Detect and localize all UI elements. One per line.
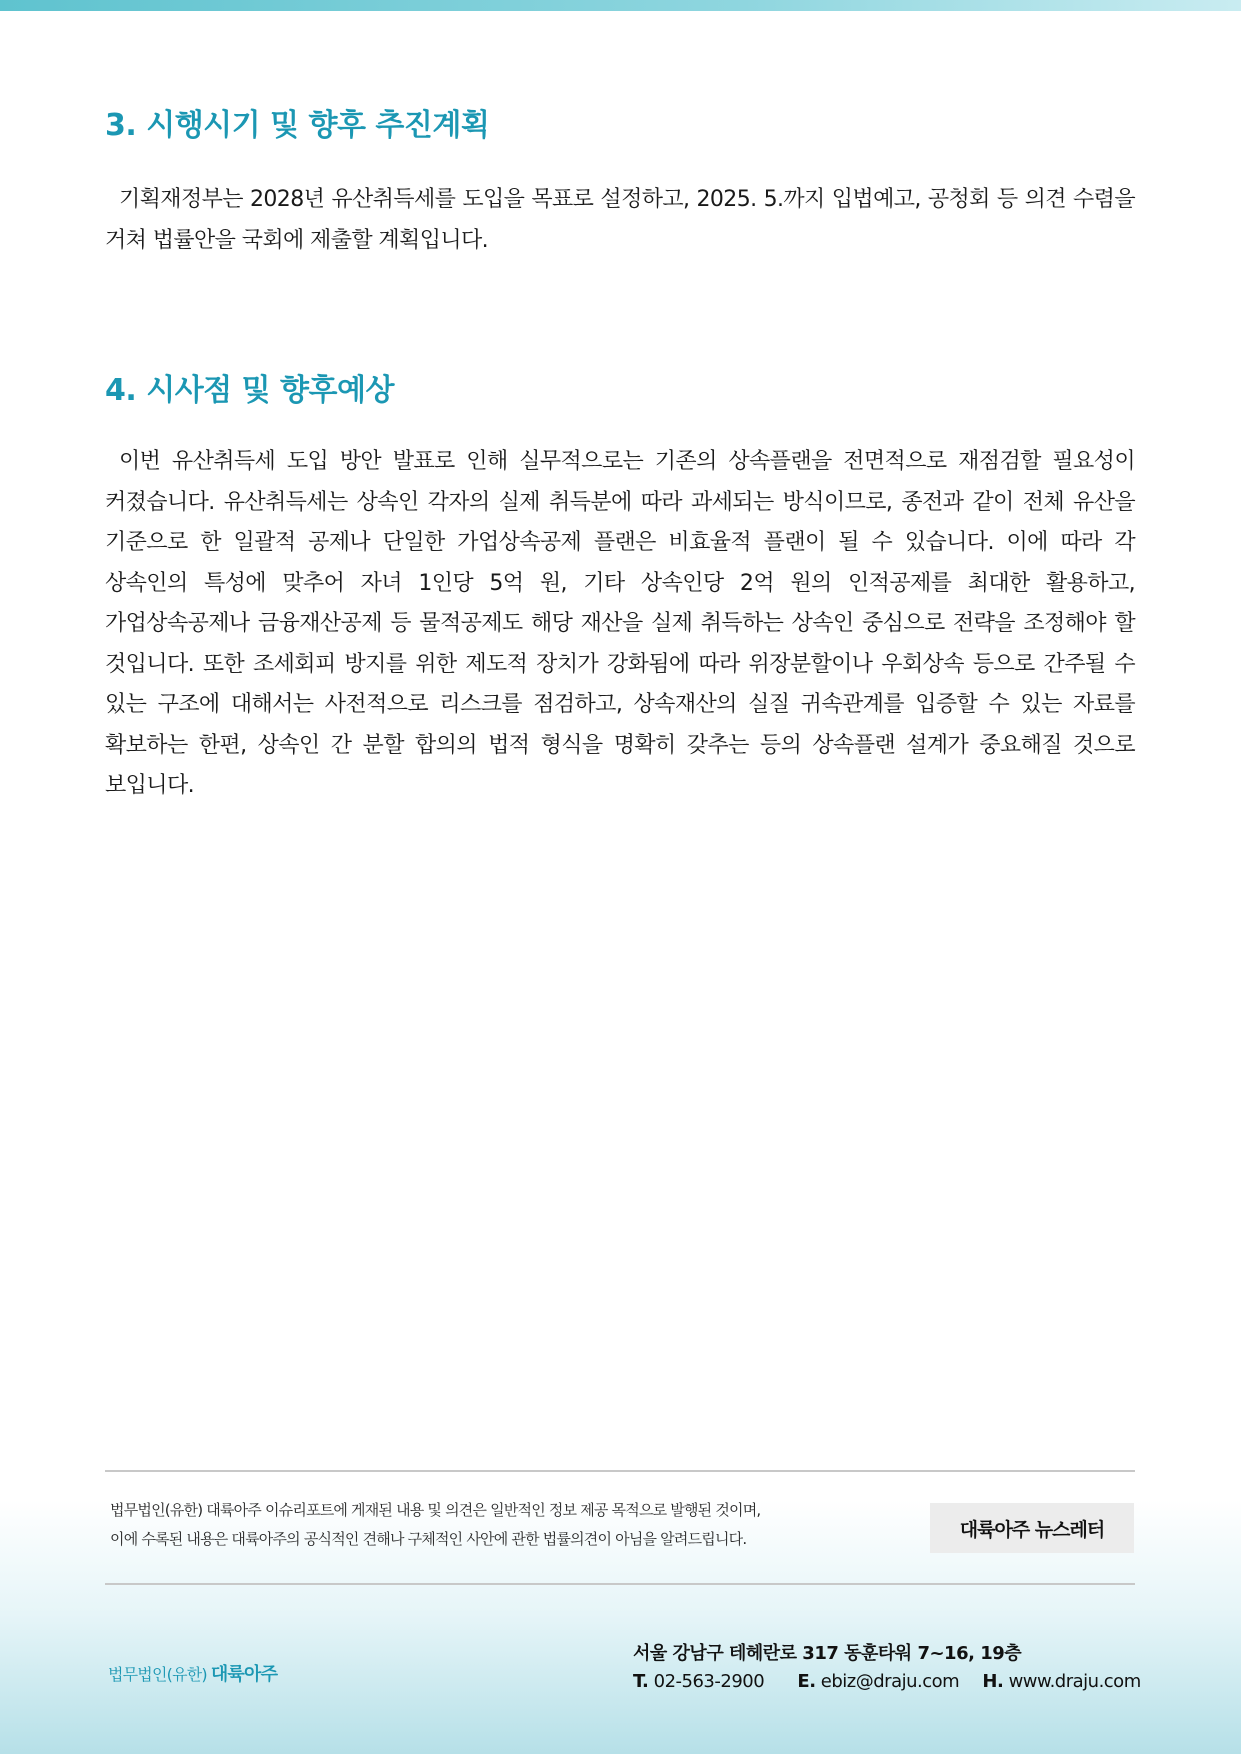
homepage-link[interactable]: www.draju.com — [1008, 1671, 1141, 1692]
firm-logo — [108, 1660, 277, 1686]
section-4-title: 4. 시사점 및 향후예상 — [105, 373, 394, 408]
contact-info — [633, 1640, 1143, 1696]
top-accent-bar — [0, 0, 1241, 11]
email-address[interactable]: ebiz@draju.com — [820, 1671, 960, 1692]
office-address: 서울 강남구 테헤란로 317 동훈타워 7~16, 19층 — [633, 1643, 1022, 1664]
section-3-title: 3. 시행시기 및 향후 추진계획 — [105, 108, 490, 143]
newsletter-button[interactable]: 대륙아주 뉴스레터 — [930, 1503, 1134, 1553]
disclaimer-line-2: 이에 수록된 내용은 대륙아주의 공식적인 견해나 구체적인 사안에 관한 법률의견이 아님을 알려드립니다. — [110, 1530, 747, 1548]
phone-label: T. — [633, 1671, 649, 1692]
footer-divider-bottom — [105, 1583, 1135, 1585]
section-3-body: 기획재정부는 2028년 유산취득세를 도입을 목표로 설정하고, 2025. 5.까지 입법예고, 공청회 등 의견 수렴을 거쳐 법률안을 국회에 제출할 계획입니다. — [105, 187, 1135, 253]
footer-divider-top — [105, 1470, 1135, 1472]
email-label: E. — [797, 1671, 816, 1692]
contact-row — [633, 1668, 1143, 1696]
section-4-body: 이번 유산취득세 도입 방안 발표로 인해 실무적으로는 기존의 상속플랜을 전면적으로 재점검할 필요성이 커졌습니다. 유산취득세는 상속인 각자의 실제 취득분에 따라 과세되는 방식이므로, 종전과 같이 전체 유산을 기준으로 한 일괄적 공제나 단일한 가업상속공제 플랜은 비효율적 플랜이 될 수 있습니다. 이에 따라 각 상속인의 특성에 맞추어 자녀 1인당 5억 원, 기타 상속인당 2억 원의 인적공제를 최대한 활용하고, 가업상속공제나 금융재산공제 등 물적공제도 해당 재산을 실제 취득하는 상속인 중심으로 전략을 조정해야 할 것입니다. 또한 조세회피 방지를 위한 제도적 장치가 강화됨에 따라 위장분할이나 우회상속 등으로 간주될 수 있는 구조에 대해서는 사전적으로 리스크를 점검하고, 상속재산의 실질 귀속관계를 입증할 수 있는 자료를 확보하는 한편, 상속인 간 분할 합의의 법적 형식을 명확히 갖추는 등의 상속플랜 설계가 중요해질 것으로 보입니다. — [105, 449, 1135, 798]
firm-name: 대륙아주 — [210, 1664, 278, 1685]
disclaimer-line-1: 법무법인(유한) 대륙아주 이슈리포트에 게재된 내용 및 의견은 일반적인 정보 제공 목적으로 발행된 것이며, — [110, 1501, 761, 1519]
firm-type: 법무법인(유한) — [108, 1665, 207, 1684]
disclaimer — [110, 1496, 810, 1554]
homepage-label: H. — [982, 1671, 1004, 1692]
phone-number: 02-563-2900 — [653, 1671, 765, 1692]
